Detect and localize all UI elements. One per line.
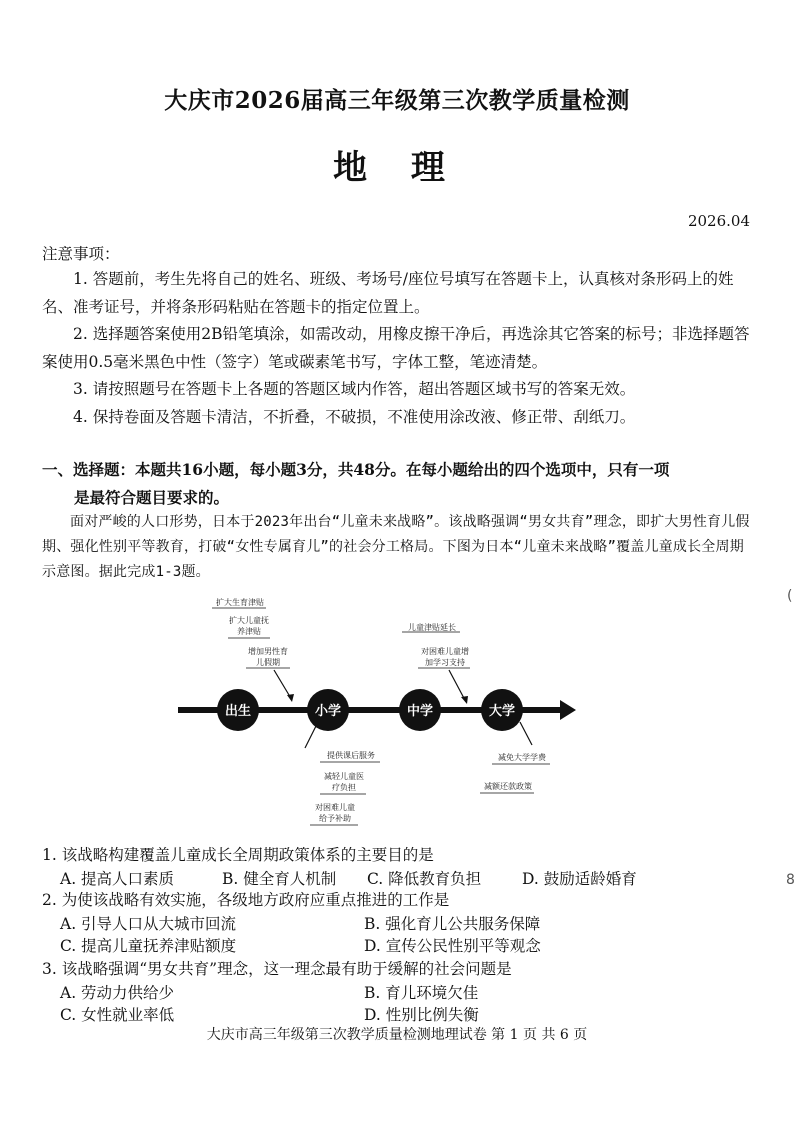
policy-label: 提供课后服务 — [327, 751, 375, 760]
option-d: D. 宣传公民性别平等观念 — [364, 937, 541, 955]
intro-text: 面对严峻的人口形势，日本于2023年出台“儿童未来战略”。该战略强调“男女共育”理念，即扩大男性育儿假期、强化性别平等教育，打破“女性专属育儿”的社会分工格局。下图为日本“儿童未来战略”覆盖儿童成长全周期示意图。据此完成1-3题。 — [42, 514, 750, 580]
notice-item: 1. 答题前，考生先将自己的姓名、班级、考场号/座位号填写在答题卡上，认真核对条形码上的姓名、准考证号，并将条形码粘贴在答题卡的指定位置上。 — [42, 270, 734, 316]
timeline-arrowhead — [560, 700, 576, 720]
question-stem: 3. 该战略强调“男女共育”理念，这一理念最有助于缓解的社会问题是 — [42, 960, 512, 978]
pointer-line — [305, 722, 318, 748]
option-a: A. 劳动力供给少 — [60, 984, 175, 1002]
stage-label: 出生 — [224, 704, 252, 719]
edge-mark: ( — [787, 588, 793, 604]
intro-passage — [42, 510, 754, 585]
section-heading-line: 是最符合题目要求的。 — [74, 487, 230, 507]
exam-date: 2026.04 — [687, 212, 750, 230]
policy-label: 减免大学学费 — [498, 753, 546, 762]
policy-label: 对困难儿童 给予补助 — [315, 803, 355, 823]
policy-label: 增加男性育 儿假期 — [248, 647, 288, 667]
edge-mark: 8 — [786, 872, 795, 888]
option-c: C. 降低教育负担 — [367, 870, 482, 888]
page-footer: 大庆市高三年级第三次教学质量检测地理试卷 第 1 页 共 6 页 — [206, 1027, 588, 1043]
notice-item: 4. 保持卷面及答题卡清洁，不折叠，不破损，不准使用涂改液、修正带、刮纸刀。 — [73, 407, 636, 426]
question-3 — [42, 957, 754, 1025]
subject-title: 地 理 — [333, 148, 461, 188]
policy-label: 减额还款政策 — [484, 782, 532, 791]
pointer-arrowhead — [461, 696, 468, 704]
policy-label: 扩大儿童抚 养津贴 — [229, 616, 269, 636]
pointer-arrowhead — [287, 694, 294, 702]
question-2 — [42, 888, 754, 956]
stage-label: 中学 — [406, 704, 434, 719]
notice-heading: 注意事项： — [42, 245, 120, 263]
stage-label: 小学 — [314, 704, 342, 719]
policy-label: 儿童津贴延长 — [408, 623, 456, 632]
option-c: C. 提高儿童抚养津贴额度 — [60, 937, 237, 955]
option-a: A. 引导人口从大城市回流 — [60, 915, 237, 933]
section-heading — [42, 456, 754, 511]
option-d: D. 鼓励适龄婚育 — [522, 870, 637, 888]
section-heading-line: 一、选择题：本题共16小题，每小题3分，共48分。在每小题给出的四个选项中，只有一项 — [42, 460, 670, 479]
pointer-line — [520, 722, 532, 745]
policy-label: 减轻儿童医 疗负担 — [324, 772, 364, 792]
notice-list — [42, 266, 754, 431]
notice-item: 3. 请按照题号在答题卡上各题的答题区域内作答，超出答题区域书写的答案无效。 — [73, 380, 636, 398]
notice-item: 2. 选择题答案使用2B铅笔填涂，如需改动，用橡皮擦干净后，再选涂其它答案的标号；非选择题答案使用0.5毫米黑色中性（签字）笔或碳素笔书写，字体工整，笔迹清楚。 — [42, 325, 750, 371]
option-c: C. 女性就业率低 — [60, 1006, 175, 1024]
policy-label: 扩大生育津贴 — [216, 598, 264, 607]
question-stem: 2. 为使该战略有效实施，各级地方政府应重点推进的工作是 — [42, 891, 450, 909]
question-stem: 1. 该战略构建覆盖儿童成长全周期政策体系的主要目的是 — [42, 846, 434, 864]
option-b: B. 强化育儿公共服务保障 — [364, 915, 541, 933]
option-a: A. 提高人口素质 — [60, 870, 175, 888]
question-1 — [42, 843, 754, 889]
exam-title: 大庆市2026届高三年级第三次教学质量检测 — [164, 87, 630, 114]
option-d: D. 性别比例失衡 — [364, 1006, 479, 1024]
policy-label: 对困难儿童增 加学习支持 — [421, 647, 469, 667]
stage-label: 大学 — [488, 704, 516, 719]
option-b: B. 育儿环境欠佳 — [364, 984, 479, 1002]
option-b: B. 健全育人机制 — [222, 870, 337, 888]
